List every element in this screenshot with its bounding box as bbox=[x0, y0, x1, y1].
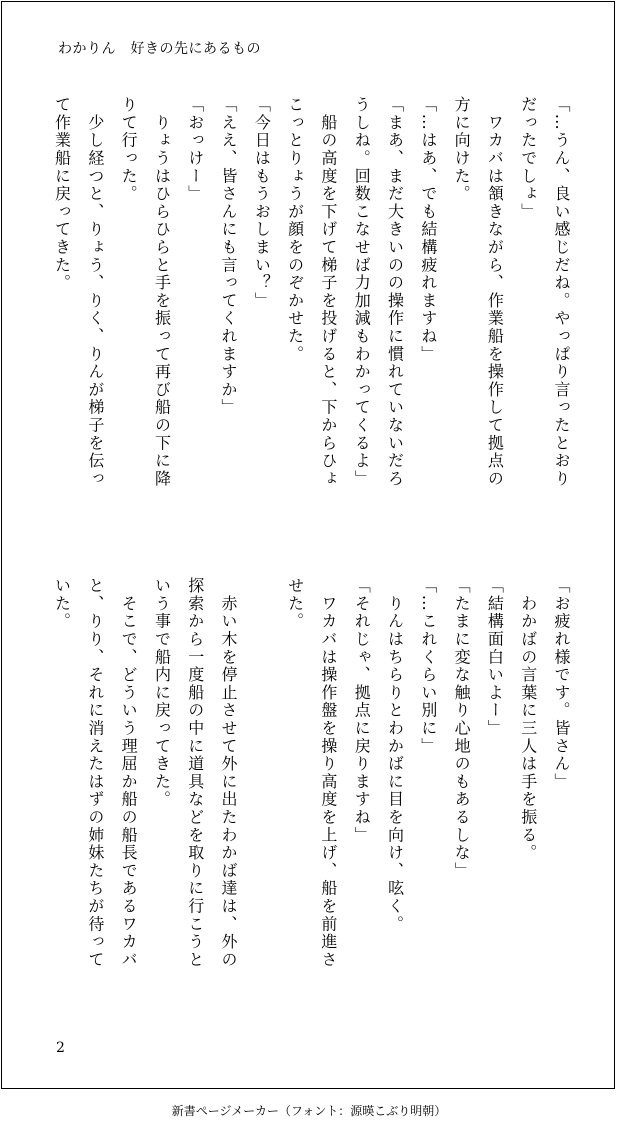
text-line: 「…うん、良い感じだね。やっぱり言ったとおり bbox=[552, 96, 571, 488]
bottom-text-block bbox=[42, 577, 572, 1007]
page-number: 2 bbox=[56, 1040, 65, 1056]
text-line: 「おっけー」 bbox=[185, 96, 205, 203]
text-line: 赤い木を停止させて外に出たわかば達は、外の bbox=[219, 577, 239, 969]
text-line: て作業船に戻ってきた。 bbox=[52, 96, 72, 292]
text-line: うしね。回数こなせば力加減もわかってくるよ」 bbox=[352, 96, 372, 488]
text-line: 「たまに変な触り心地のもあるしな」 bbox=[452, 577, 472, 880]
text-line: せた。 bbox=[285, 577, 305, 631]
text-line: 「お疲れ様です。皆さん」 bbox=[552, 577, 571, 791]
text-line: 少し経つと、りょう、りく、りんが梯子を伝っ bbox=[85, 96, 105, 488]
text-line: りて行った。 bbox=[119, 96, 139, 203]
top-text-block bbox=[42, 96, 572, 526]
text-line: 「結構面白いよー」 bbox=[485, 577, 505, 738]
text-line: こっとりょうが顔をのぞかせた。 bbox=[285, 96, 305, 363]
text-line: りんはちらりとわかばに目を向け、呟く。 bbox=[385, 577, 405, 933]
text-line: いう事で船内に戻ってきた。 bbox=[152, 577, 172, 809]
text-line: 方に向けた。 bbox=[452, 96, 472, 203]
text-line: ワカバは頷きながら、作業船を操作して拠点の bbox=[485, 96, 505, 488]
blank-line bbox=[250, 577, 272, 1007]
text-line: 船の高度を下げて梯子を投げると、下からひょ bbox=[318, 96, 338, 488]
text-line: 探索から一度船の中に道具などを取りに行こうと bbox=[185, 577, 205, 969]
text-line: 「ええ、皆さんにも言ってくれますか」 bbox=[219, 96, 239, 417]
text-line: 「まあ、まだ大きいのの操作に慣れていないだろ bbox=[385, 96, 405, 488]
text-line: ワカバは操作盤を操り高度を上げ、船を前進さ bbox=[318, 577, 338, 969]
footer-credit: 新書ページメーカー（フォント：源暎こぶり明朝） bbox=[171, 1104, 447, 1118]
text-line: りょうはひらひらと手を振って再び船の下に降 bbox=[152, 96, 172, 488]
text-line: 「…はあ、でも結構疲れますね」 bbox=[418, 96, 438, 363]
text-line: だったでしょ」 bbox=[518, 96, 538, 221]
text-line: 「それじゃ、拠点に戻りますね」 bbox=[352, 577, 372, 844]
page-frame bbox=[1, 1, 615, 1089]
running-header: わかりん 好きの先にあるもの bbox=[58, 41, 261, 57]
text-line: いた。 bbox=[52, 577, 72, 631]
text-line: 「…これくらい別に」 bbox=[418, 577, 438, 755]
text-line: わかばの言葉に三人は手を振る。 bbox=[518, 577, 538, 862]
text-line: 「今日はもうおしまい？」 bbox=[252, 96, 272, 310]
text-line: と、りり、それに消えたはずの姉妹たちが待って bbox=[85, 577, 105, 969]
text-line: そこで、どういう理屈か船の船長であるワカバ bbox=[119, 577, 139, 969]
